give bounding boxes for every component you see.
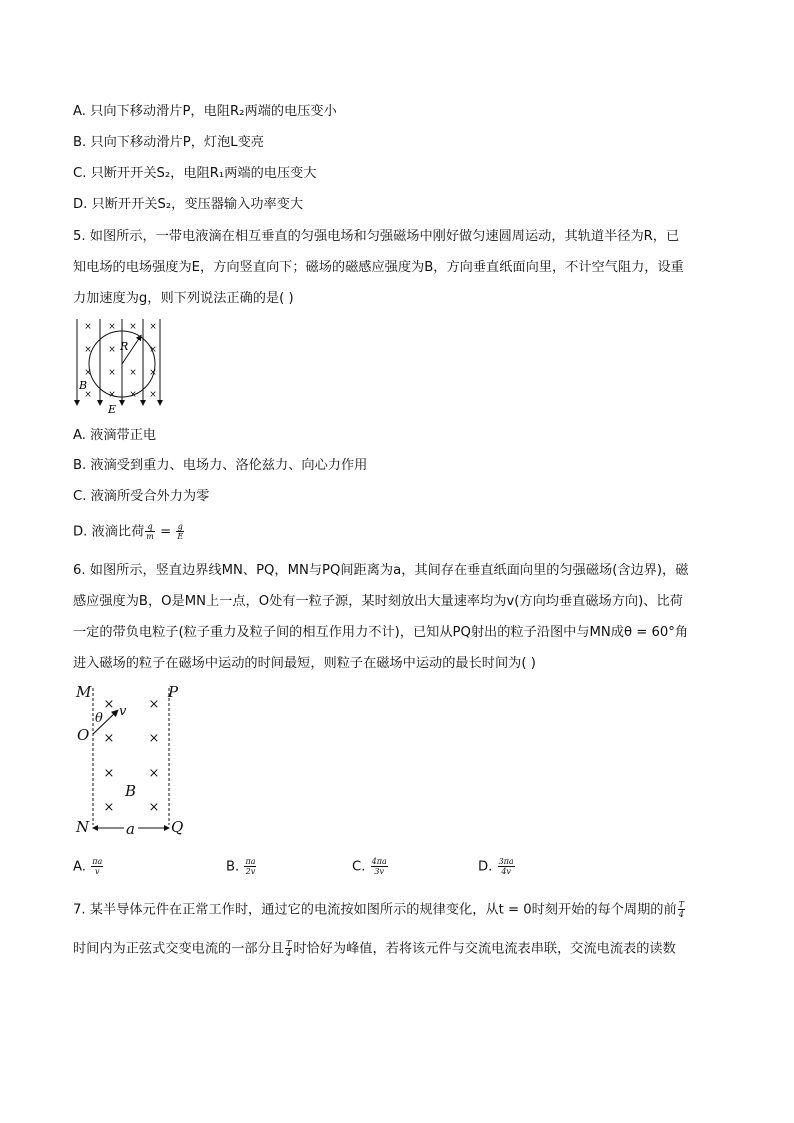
svg-text:×: × xyxy=(149,390,157,400)
q6-label-o: O xyxy=(77,726,90,744)
q5-label-e: E xyxy=(108,403,117,416)
q7-fraction-t-over-4-b: $\frac{T}{4}$ xyxy=(286,939,292,958)
q6-label-a: a xyxy=(126,820,135,838)
q5-label-b: B xyxy=(79,379,88,392)
svg-text:×: × xyxy=(148,766,160,781)
q7-stem-line-2: 时间内为正弦式交变电流的一部分且 $\frac{T}{4}$ 时恰好为峰值，若将该元件与交流电流表串联，交流电流表的读数 xyxy=(73,939,676,958)
q5-option-c: C. 液滴所受合外力为零 xyxy=(73,489,210,504)
svg-text:×: × xyxy=(149,368,157,378)
svg-text:×: × xyxy=(148,800,160,815)
svg-text:×: × xyxy=(149,345,157,355)
svg-text:×: × xyxy=(103,697,115,712)
q6-label-q: Q xyxy=(171,818,184,836)
q6-figure xyxy=(72,682,192,840)
svg-text:×: × xyxy=(108,390,116,400)
q4-option-b: B. 只向下移动滑片P，灯泡L变亮 xyxy=(73,135,264,150)
q6-label-n: N xyxy=(76,818,90,836)
svg-text:×: × xyxy=(108,368,116,378)
svg-text:×: × xyxy=(84,322,92,332)
svg-text:×: × xyxy=(129,368,137,378)
svg-text:×: × xyxy=(108,322,116,332)
q6-label-m: M xyxy=(76,683,92,701)
svg-text:×: × xyxy=(84,390,92,400)
q7-fraction-t-over-4: $\frac{T}{4}$ xyxy=(678,900,684,919)
q5-option-d: D. 液滴比荷 $\frac{q}{m}$ = $\frac{g}{E}$ xyxy=(73,522,184,541)
q5-stem-line-3: 力加速度为g，则下列说法正确的是( ) xyxy=(73,291,294,306)
svg-text:×: × xyxy=(103,731,115,746)
q4-option-d: D. 只断开开关S₂，变压器输入功率变大 xyxy=(73,197,304,212)
q6-stem-line-4: 进入磁场的粒子在磁场中运动的时间最短，则粒子在磁场中运动的最长时间为( ) xyxy=(73,656,536,671)
q6-option-c: C. $\frac{4\pi a}{3v}$ xyxy=(352,857,387,876)
q5-stem-line-1: 5. 如图所示，一带电液滴在相互垂直的匀强电场和匀强磁场中刚好做匀速圆周运动，其轨道半径为R，已 xyxy=(73,229,680,244)
q4-option-c: C. 只断开开关S₂，电阻R₁两端的电压变大 xyxy=(73,166,317,181)
q5-option-b: B. 液滴受到重力、电场力、洛伦兹力、向心力作用 xyxy=(73,458,368,473)
q5-option-d-fraction-right: $\frac{g}{E}$ xyxy=(177,522,184,541)
svg-text:×: × xyxy=(149,322,157,332)
q6-option-d: D. $\frac{3\pi a}{4v}$ xyxy=(478,857,514,876)
q6-label-v: v xyxy=(119,704,127,719)
svg-text:×: × xyxy=(84,368,92,378)
q6-option-b: B. $\frac{\pi a}{2v}$ xyxy=(226,857,256,876)
svg-text:×: × xyxy=(108,345,116,355)
svg-text:×: × xyxy=(148,697,160,712)
q6-stem-line-2: 感应强度为B，O是MN上一点，O处有一粒子源，某时刻放出大量速率均为v(方向均垂直磁场方向)、比荷 xyxy=(73,594,683,609)
q5-option-a: A. 液滴带正电 xyxy=(73,428,157,443)
svg-text:×: × xyxy=(103,766,115,781)
q6-label-p: P xyxy=(168,683,179,701)
svg-text:×: × xyxy=(103,800,115,815)
q5-crosses xyxy=(84,322,157,400)
q6-label-theta: θ xyxy=(95,711,103,726)
q6-option-a: A. $\frac{\pi a}{v}$ xyxy=(73,857,103,876)
q5-stem-line-2: 知电场的电场强度为E，方向竖直向下；磁场的磁感应强度为B，方向垂直纸面向里，不计空气阻力，设重 xyxy=(73,260,684,275)
svg-text:×: × xyxy=(148,731,160,746)
svg-text:×: × xyxy=(129,390,137,400)
q5-label-r: R xyxy=(120,340,129,353)
q6-stem-line-3: 一定的带负电粒子(粒子重力及粒子间的相互作用力不计)，已知从PQ射出的粒子沿图中与MN成θ = 60°角 xyxy=(73,625,689,640)
svg-text:×: × xyxy=(129,322,137,332)
q6-stem-line-1: 6. 如图所示，竖直边界线MN、PQ，MN与PQ间距离为a，其间存在垂直纸面向里的匀强磁场(含边界)，磁 xyxy=(73,563,689,578)
q5-option-d-fraction-left: $\frac{q}{m}$ xyxy=(146,522,154,541)
q7-stem-line-1: 7. 某半导体元件在正常工作时，通过它的电流按如图所示的规律变化，从t = 0时刻开始的每个周期的前 $\frac{T}{4}$ xyxy=(73,900,684,919)
q6-label-b: B xyxy=(125,782,137,800)
svg-text:×: × xyxy=(84,345,92,355)
q4-option-a: A. 只向下移动滑片P，电阻R₂两端的电压变小 xyxy=(73,104,337,119)
q5-figure xyxy=(70,317,175,417)
